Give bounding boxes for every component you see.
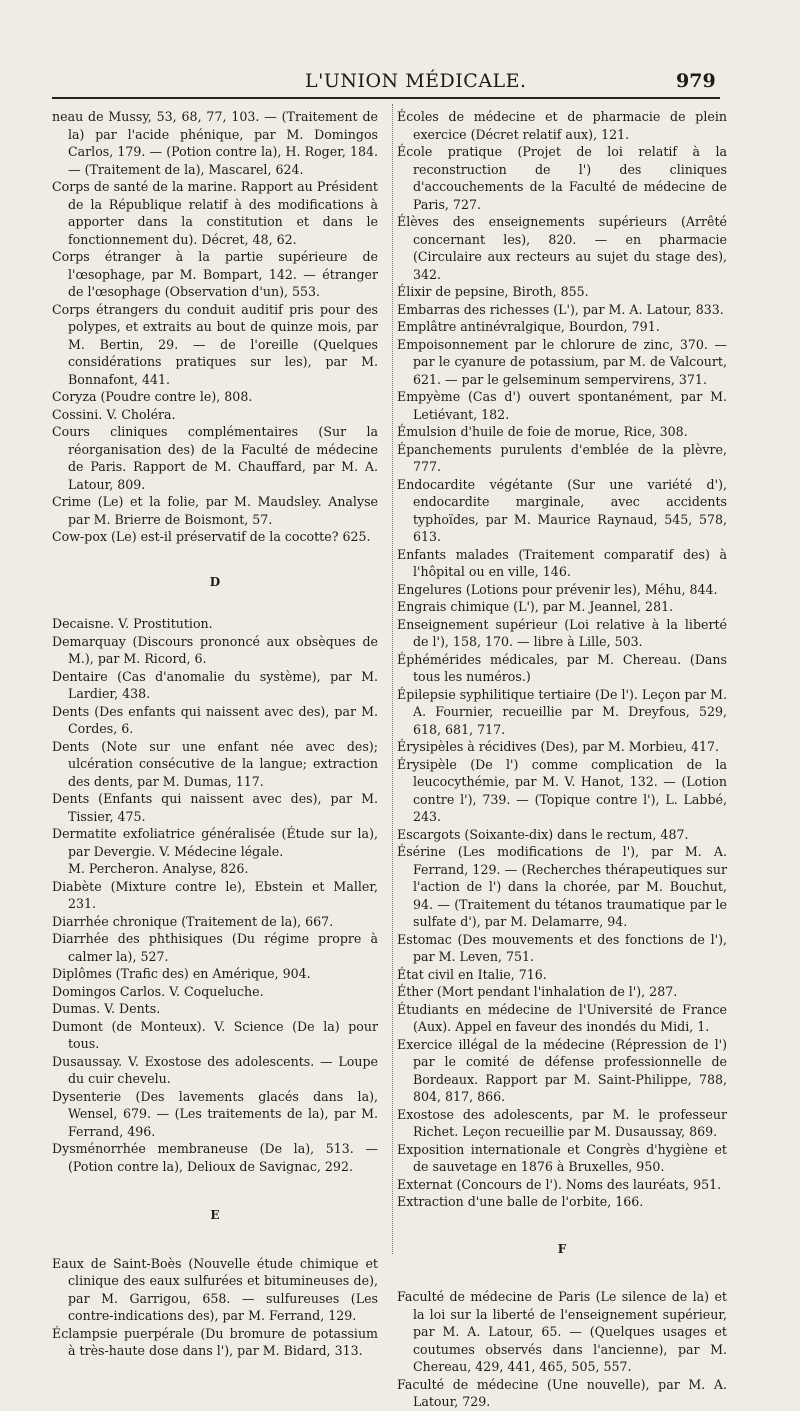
index-entry: Diplômes (Trafic des) en Amérique, 904. [52,966,311,981]
section-e-right [397,108,727,1211]
index-entry: Empoisonnement par le chlorure de zinc, 370. — par le cyanure de potassium, par M. de Valcourt, 621. — par le gelseminum sempervirens, 371. [397,336,727,387]
index-entry: Dents (Note sur une enfant née avec des); ulcération consécutive de la langue; extraction des dents, par M. Dumas, 117. [52,738,378,789]
index-entry: Endocardite végétante (Sur une variété d'), endocardite marginale, avec accidents typhoïdes, par M. Maurice Raynaud, 545, 578, 613. [397,476,727,544]
index-entry: Extraction d'une balle de l'orbite, 166. [397,1194,644,1209]
index-entry: Demarquay (Discours prononcé aux obsèques de M.), par M. Ricord, 6. [52,633,378,666]
index-entry: Diarrhée chronique (Traitement de la), 667. [52,913,334,929]
index-entry: Dysménorrhée membraneuse (De la), 513. — (Potion contre la), Delioux de Savignac, 292. [52,1141,378,1174]
index-entry: Corps étrangers du conduit auditif pris pour des polypes, et extraits au bout de quinze mois, par M. Bertin, 29. — de l'oreille (Quelques considérations pratiques sur les), par M. Bonnafont, 441. [52,301,378,387]
index-entry: Engrais chimique (L'), par M. Jeannel, 281. [397,599,674,614]
index-entry: Épilepsie syphilitique tertiaire (De l'). Leçon par M. A. Fournier, recueillie par M. Dreyfous, 529, 618, 681, 717. [397,686,727,737]
index-entry: Decaisne. V. Prostitution. [52,616,213,631]
index-entry: Exostose des adolescents, par M. le professeur Richet. Leçon recueillie par M. Dusaussay, 869. [397,1106,727,1139]
index-entry: Exercice illégal de la médecine (Répression de l') par le comité de défense professionnelle de Bordeaux. Rapport par M. Saint-Philippe, 788, 804, 817, 866. [397,1036,727,1104]
section-e-left [52,1255,378,1360]
section-c-continued [52,108,378,546]
index-entry: Dents (Des enfants qui naissent avec des), par M. Cordes, 6. [52,703,378,736]
index-entry: Dentaire (Cas d'anomalie du système), par M. Lardier, 438. [52,668,378,701]
index-entry: Émulsion d'huile de foie de morue, Rice, 308. [397,424,688,439]
index-entry: Cow-pox (Le) est-il préservatif de la cocotte? 625. [52,529,371,544]
index-entry: École pratique (Projet de loi relatif à la reconstruction de l') des cliniques d'accouchements de la Faculté de médecine de Paris, 727. [397,144,727,212]
right-column [397,108,727,1411]
index-entry: Faculté de médecine de Paris (Le silence de la) et la loi sur la liberté de l'enseignement supérieur, par M. A. Latour, 65. — (Quelques usages et coutumes observés dans l'ancienne), par M. Chereau, 429, 441, 465, 505, 557. [397,1289,727,1374]
index-entry: Dumas. V. Dents. [52,1001,161,1016]
running-title: L'UNION MÉDICALE. [305,70,527,92]
index-entry: Eaux de Saint-Boès (Nouvelle étude chimique et clinique des eaux sulfurées et bitumineuses de), par M. Garrigou, 658. — sulfureuses (Les contre-indications des), par M. Ferrand, 129. [52,1255,378,1323]
index-entry: Cours cliniques complémentaires (Sur la réorganisation des) de la Faculté de médecine de Paris. Rapport de M. Chauffard, par M. A. Latour, 809. [52,424,378,492]
index-entry: Éphémérides médicales, par M. Chereau. (Dans tous les numéros.) [397,651,727,684]
index-entry: Externat (Concours de l'). Noms des lauréats, 951. [397,1176,722,1192]
index-entry: Coryza (Poudre contre le), 808. [52,389,253,404]
section-letter-e: E [210,1208,220,1222]
index-entry: Diabète (Mixture contre le), Ebstein et Maller, 231. [52,878,378,911]
index-entry: Élèves des enseignements supérieurs (Arrêté concernant les), 820. — en pharmacie (Circulaire aux recteurs au sujet du stage des), 342. [397,214,727,282]
index-entry: Estomac (Des mouvements et des fonctions de l'), par M. Leven, 751. [397,931,727,964]
index-entry: Corps de santé de la marine. Rapport au Président de la République relatif à des modifications à apporter dans la constitution et dans le fonctionnement du). Décret, 48, 62. [52,179,378,247]
index-entry: Faculté de médecine (Une nouvelle), par M. A. Latour, 729. [397,1376,727,1409]
index-entry: Étudiants en médecine de l'Université de France (Aux). Appel en faveur des inondés du Midi, 1. [397,1001,727,1034]
column-divider [392,104,394,1254]
index-entry: Corps étranger à la partie supérieure de l'œsophage, par M. Bompart, 142. — étranger de l'œsophage (Observation d'un), 553. [52,249,378,299]
left-column [52,108,378,1360]
index-entry: Dents (Enfants qui naissent avec des), par M. Tissier, 475. [52,791,378,824]
index-entry: M. Percheron. Analyse, 826. [68,861,249,876]
page-number: 979 [676,70,716,92]
index-entry: Élixir de pepsine, Biroth, 855. [397,284,589,299]
section-letter-d: D [209,574,221,589]
header-rule [52,97,720,99]
index-entry: Emplâtre antinévralgique, Bourdon, 791. [397,319,660,334]
index-entry: Épanchements purulents d'emblée de la plèvre, 777. [397,441,727,474]
index-entry: Engelures (Lotions pour prévenir les), Méhu, 844. [397,581,718,597]
index-entry: Écoles de médecine et de pharmacie de plein exercice (Décret relatif aux), 121. [397,109,727,142]
section-f [397,1288,727,1411]
index-entry: Diarrhée des phthisiques (Du régime propre à calmer la), 527. [52,931,378,964]
index-entry: Enfants malades (Traitement comparatif des) à l'hôpital ou en ville, 146. [397,546,727,579]
index-entry: Enseignement supérieur (Loi relative à la liberté de l'), 158, 170. — libre à Lille, 503. [397,616,727,649]
index-entry: Éclampsie puerpérale (Du bromure de potassium à très-haute dose dans l'), par M. Bidard, 313. [52,1325,378,1358]
index-entry: Érysipèle (De l') comme complication de la leucocythémie, par M. V. Hanot, 132. — (Lotion contre l'), 739. — (Topique contre l'), L. Labbé, 243. [397,756,727,824]
index-entry: Exposition internationale et Congrès d'hygiène et de sauvetage en 1876 à Bruxelles, 950. [397,1141,727,1174]
index-entry: Crime (Le) et la folie, par M. Maudsley. Analyse par M. Brierre de Boismont, 57. [52,494,378,527]
section-letter-f: F [557,1241,567,1256]
index-entry: Éther (Mort pendant l'inhalation de l'), 287. [397,984,678,999]
index-entry: Domingos Carlos. V. Coqueluche. [52,983,264,999]
index-entry: Dusaussay. V. Exostose des adolescents. — Loupe du cuir chevelu. [52,1053,378,1086]
section-d [52,615,378,1175]
index-entry: Ésérine (Les modifications de l'), par M. A. Ferrand, 129. — (Recherches thérapeutiques sur l'action de l') dans la chorée, par M. Bouchut, 94. — (Traitement du tétanos traumatique par le sulfate d'), par M. Delamarre, 94. [397,844,727,929]
index-entry: Embarras des richesses (L'), par M. A. Latour, 833. [397,301,724,317]
index-entry: Dermatite exfoliatrice généralisée (Étude sur la), par Devergie. V. Médecine légale. [52,826,378,859]
index-entry: Empyème (Cas d') ouvert spontanément, par M. Letiévant, 182. [397,389,727,422]
index-entry: État civil en Italie, 716. [397,966,547,982]
index-entry: Dumont (de Monteux). V. Science (De la) pour tous. [52,1018,378,1051]
index-entry: Cossini. V. Choléra. [52,406,176,422]
index-entry: Dysenterie (Des lavements glacés dans la), Wensel, 679. — (Les traitements de la), par M. Ferrand, 496. [52,1088,378,1139]
index-entry: Érysipèles à récidives (Des), par M. Morbieu, 417. [397,739,720,754]
index-entry: Escargots (Soixante-dix) dans le rectum, 487. [397,826,689,842]
index-entry: neau de Mussy, 53, 68, 77, 103. — (Traitement de la) par l'acide phénique, par M. Domingos Carlos, 179. — (Potion contre la), H. Roger, 184. — (Traitement de la), Mascarel, 624. [52,109,378,177]
